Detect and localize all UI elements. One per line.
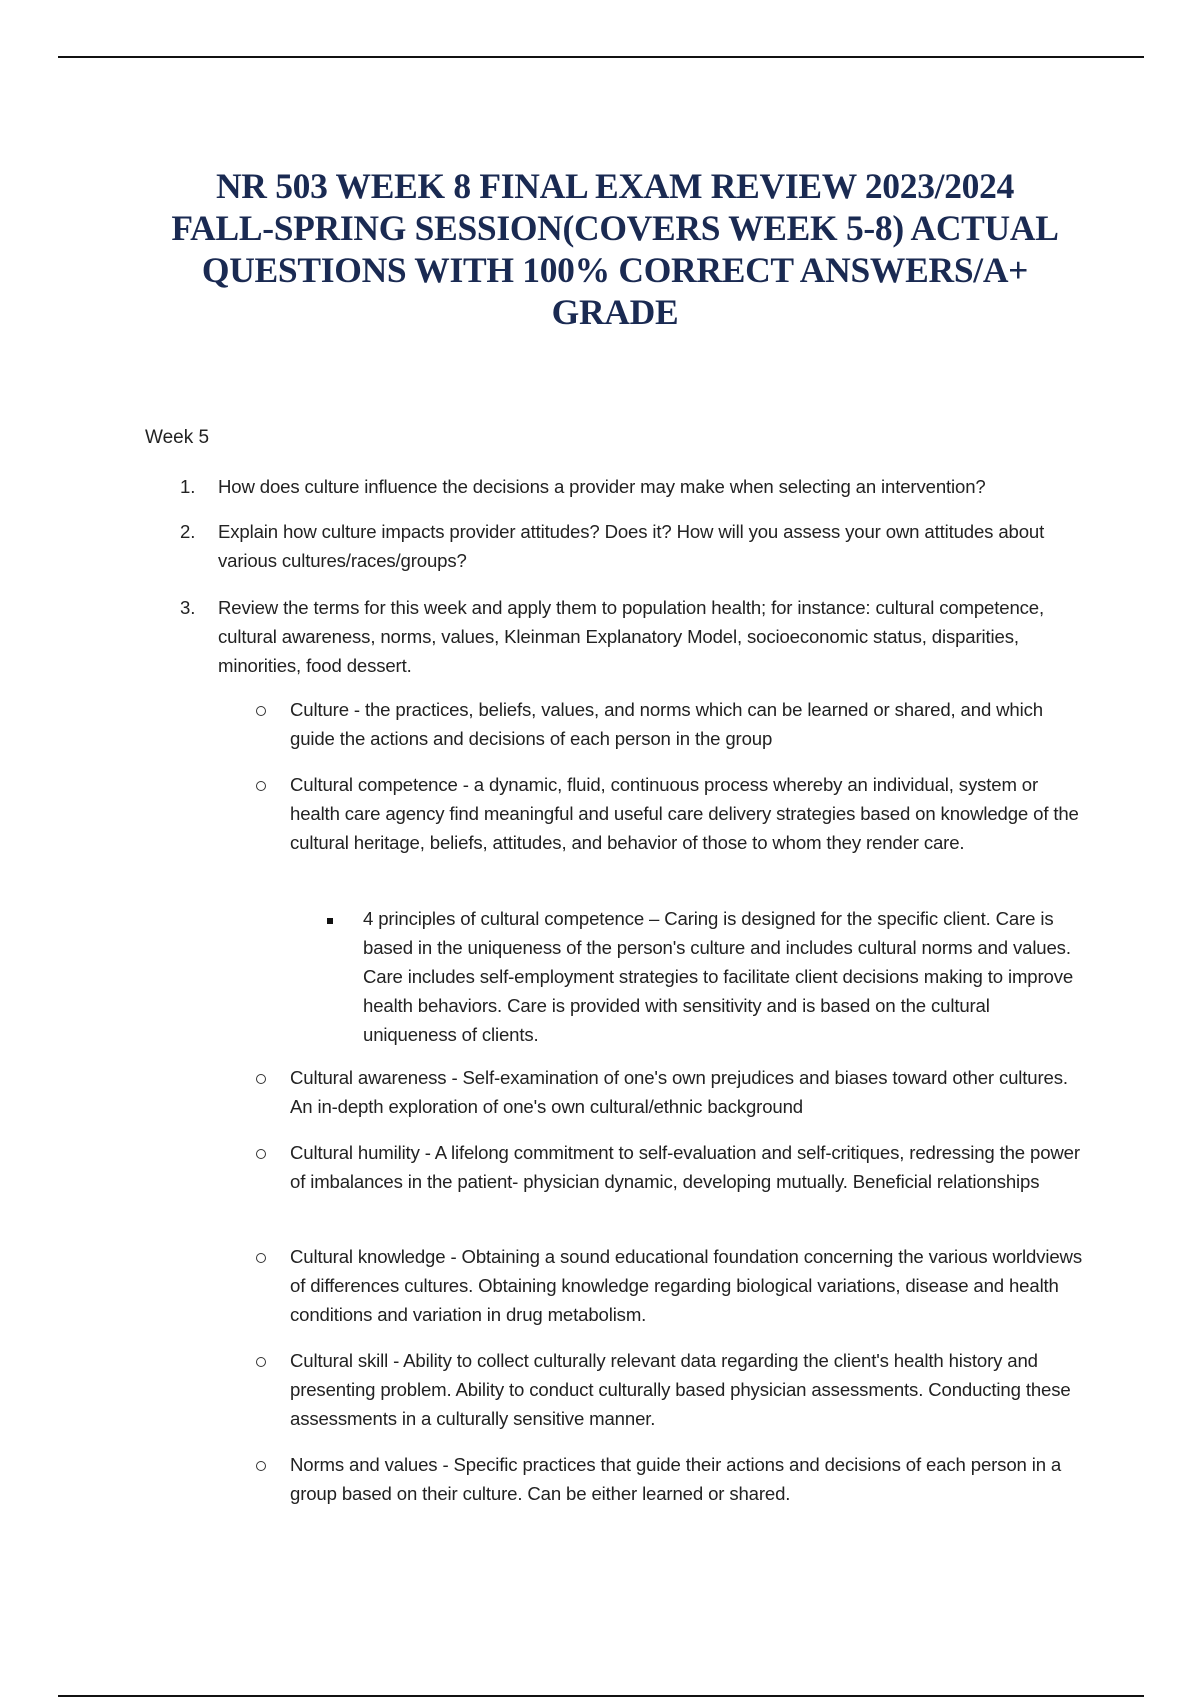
question-text: Explain how culture impacts provider attitudes? Does it? How will you assess your own attitudes about various cultures/races/groups? [218,521,1045,571]
bottom-rule [58,1695,1144,1697]
square-bullet-icon [327,918,333,924]
term-item: Cultural competence - a dynamic, fluid, continuous process whereby an individual, system or health care agency find meaningful and useful care delivery strategies based on knowledge of the cultural heritage, beliefs, attitudes, and behavior of those to whom they render care. [290,774,1079,853]
hollow-bullet-icon [256,1149,266,1159]
term-item: Norms and values - Specific practices that guide their actions and decisions of each person in a group based on their culture. Can be either learned or shared. [290,1454,1062,1504]
section-heading: Week 5 [145,427,210,448]
term-item: Cultural skill - Ability to collect culturally relevant data regarding the client's health history and presenting problem. Ability to conduct culturally based physician assessments. Conducting these assessments in a culturally sensitive manner. [290,1350,1071,1429]
question-number: 2. [180,521,196,542]
hollow-bullet-icon [256,706,266,716]
question-number: 1. [180,476,196,497]
term-item: Cultural humility - A lifelong commitment to self-evaluation and self-critiques, redressing the power of imbalances in the patient- physician dynamic, developing mutually. Beneficial relationships [290,1142,1080,1192]
question-text: How does culture influence the decisions a provider may make when selecting an intervention? [218,476,986,497]
title-line-1: NR 503 WEEK 8 FINAL EXAM REVIEW 2023/2024 [215,166,1015,206]
hollow-bullet-icon [256,1253,266,1263]
question-text: Review the terms for this week and apply them to population health; for instance: cultural competence, cultural awareness, norms, values, Kleinman Explanatory Model, socioeconomic status, disparities, minorities, food dessert. [218,597,1045,676]
hollow-bullet-icon [256,1357,266,1367]
document-title [120,165,1110,333]
term-item: Culture - the practices, beliefs, values, and norms which can be learned or shared, and which guide the actions and decisions of each person in the group [290,699,1043,749]
term-item: Cultural knowledge - Obtaining a sound educational foundation concerning the various worldviews of differences cultures. Obtaining knowledge regarding biological variations, disease and health conditions and variation in drug metabolism. [290,1246,1082,1325]
hollow-bullet-icon [256,1074,266,1084]
sub-bullet-item: 4 principles of cultural competence – Caring is designed for the specific client. Care is based in the uniqueness of the person's culture and includes cultural norms and values. Care includes self-employment strategies to facilitate client decisions making to improve health behaviors. Care is provided with sensitivity and is based on the cultural uniqueness of clients. [363,908,1074,1045]
hollow-bullet-icon [256,781,266,791]
top-rule [58,56,1144,58]
title-line-3: QUESTIONS WITH 100% CORRECT ANSWERS/A+ [201,250,1029,290]
term-item: Cultural awareness - Self-examination of one's own prejudices and biases toward other cultures. An in-depth exploration of one's own cultural/ethnic background [290,1067,1068,1117]
title-line-2: FALL-SPRING SESSION(COVERS WEEK 5-8) ACTUAL [171,208,1059,248]
title-line-4: GRADE [551,292,679,332]
question-number: 3. [180,597,196,618]
hollow-bullet-icon [256,1461,266,1471]
